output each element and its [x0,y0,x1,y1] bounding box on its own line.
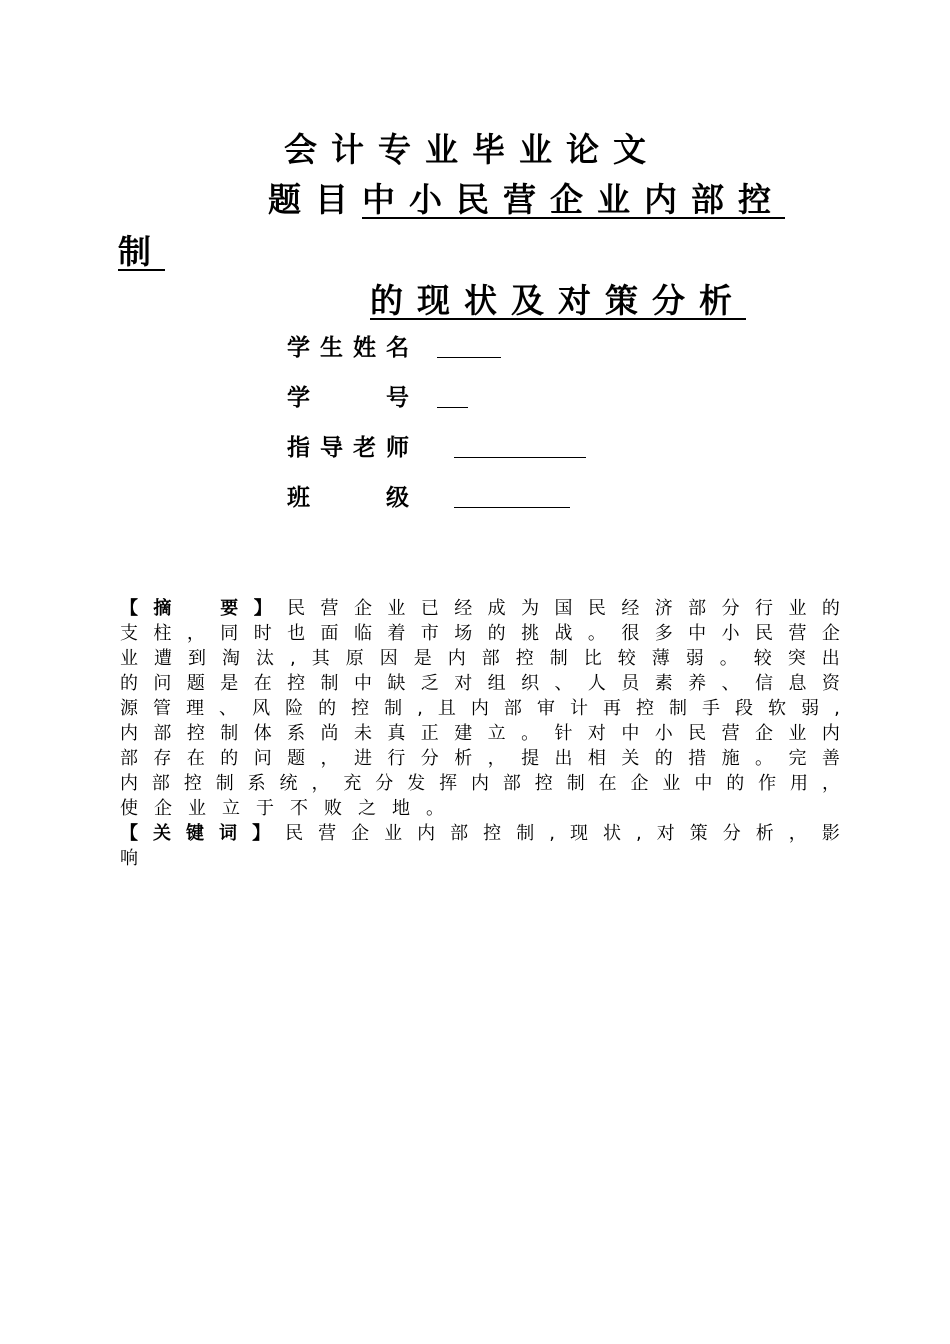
abstract-line [120,796,840,821]
abstract-char: 。 [587,623,606,644]
abstract-char: 资 [821,673,840,694]
abstract-char: 的 [821,598,840,619]
abstract-char: 企 [353,598,372,619]
abstract-line [120,746,840,771]
abstract-char: , [834,698,840,719]
abstract-char: ， [487,748,506,769]
abstract-char: 制 [384,698,403,719]
abstract-line [120,646,840,671]
abstract-char: 部 [151,773,170,794]
abstract-char: 场 [454,623,473,644]
abstract-char: , [290,648,296,669]
abstract-char: 的 [318,698,337,719]
class-field [287,483,607,513]
class-label [287,483,409,513]
abstract-char: 部 [502,773,521,794]
advisor-label [287,433,409,463]
abstract-char: 手 [702,698,721,719]
abstract-char: 险 [285,698,304,719]
abstract-char: ， [311,773,330,794]
abstract-char: 、 [219,698,238,719]
abstract-char: ， [821,773,840,794]
abstract-char: 。 [521,723,540,744]
abstract-char: 施 [721,748,740,769]
abstract-char: 挥 [439,773,458,794]
keywords-line [120,821,840,846]
abstract-char: 立 [487,723,506,744]
abstract-char: 关 [153,823,172,844]
abstract-char: 时 [253,623,272,644]
abstract-char: 在 [186,748,205,769]
abstract-char: 着 [387,623,406,644]
abstract-char: 内 [120,773,138,794]
abstract-char: 对 [587,723,606,744]
abstract-char: 同 [220,623,239,644]
abstract-char: 管 [153,698,172,719]
abstract-char: 企 [154,798,172,819]
abstract-char: 济 [654,598,673,619]
abstract-char: 中 [688,623,707,644]
advisor-blank [454,457,586,458]
field-label-char: 指 [287,435,310,461]
abstract-char: 部 [450,823,469,844]
abstract-char: 针 [554,723,573,744]
field-label-char: 级 [386,485,409,511]
abstract-char: 人 [587,673,606,694]
abstract-char: 源 [120,698,138,719]
abstract-char: 是 [220,673,239,694]
abstract-char: 未 [353,723,372,744]
abstract-char: 部 [120,748,138,769]
abstract-char: 理 [186,698,205,719]
abstract-char: 进 [353,748,372,769]
abstract-char: 原 [345,648,364,669]
abstract-char: 员 [621,673,640,694]
abstract-char: 【 [120,598,138,619]
abstract-char: 尚 [320,723,339,744]
abstract-char: 淘 [222,648,240,669]
field-label-char: 学 [287,385,310,411]
abstract-char: 分 [721,598,740,619]
abstract-char: 相 [587,748,606,769]
abstract-char: 内 [470,698,489,719]
topic-text-3: 的现状及对策分析 [370,281,746,320]
abstract-line [120,771,840,796]
abstract-char: 的 [487,623,506,644]
abstract-char: 败 [324,798,342,819]
topic-line-3 [370,281,746,321]
abstract-char: 中 [694,773,713,794]
field-label-char: 姓 [353,335,376,361]
abstract-char: 软 [768,698,787,719]
abstract-char: 策 [689,823,708,844]
abstract-char: 制 [215,773,234,794]
abstract-char: 键 [186,823,205,844]
abstract-char: 控 [635,698,654,719]
abstract-char: 】 [253,598,272,619]
abstract-char: 用 [790,773,809,794]
abstract-char: 摘 [153,598,172,619]
abstract-char: 正 [420,723,439,744]
abstract-char: 控 [287,673,306,694]
abstract-char: ， [320,748,339,769]
abstract-char: , [635,823,642,844]
advisor-field [287,433,607,463]
abstract-char: 业 [384,823,403,844]
abstract-char: 控 [186,723,205,744]
abstract-char: 对 [656,823,675,844]
abstract-char: 在 [253,673,272,694]
abstract-char: 息 [788,673,807,694]
abstract-char: ， [788,823,807,844]
abstract-char: 控 [351,698,370,719]
abstract-line [120,696,840,721]
abstract-char: 不 [290,798,308,819]
abstract-char: 国 [554,598,573,619]
keywords-line [120,846,840,871]
abstract-char: 分 [420,748,439,769]
abstract-char: 营 [320,598,339,619]
abstract-char: 乏 [420,673,439,694]
abstract-char: 响 [120,848,138,869]
abstract-char: 经 [454,598,473,619]
abstract-char: 民 [587,598,606,619]
abstract-char: 行 [755,598,774,619]
student-name-blank [437,357,501,358]
abstract-char: 行 [387,748,406,769]
abstract-char: 民 [688,723,707,744]
abstract-char: 系 [247,773,266,794]
abstract-char: 且 [437,698,456,719]
abstract-char: 制 [220,723,239,744]
abstract-char: 面 [320,623,339,644]
abstract-char: 制 [516,823,535,844]
abstract-char: 中 [353,673,372,694]
abstract-char: 提 [521,748,540,769]
abstract-char: 已 [420,598,439,619]
abstract-char: 。 [755,748,774,769]
abstract-char: 】 [252,823,271,844]
abstract-char: 内 [120,723,138,744]
abstract-char: 信 [755,673,774,694]
abstract-char: 经 [621,598,640,619]
abstract-char: 控 [515,648,534,669]
abstract-char: 的 [726,773,745,794]
abstract-char: 企 [821,623,840,644]
abstract-char: , [417,698,423,719]
abstract-char: 要 [220,598,239,619]
topic-prefix: 题目 [268,180,362,219]
abstract-char: 织 [521,673,540,694]
student-name-label [287,333,409,363]
abstract-char: 之 [358,798,376,819]
abstract-char: 到 [188,648,206,669]
abstract-char: 业 [662,773,681,794]
abstract-char: 业 [387,598,406,619]
abstract-char: 统 [279,773,298,794]
abstract-char: 影 [821,823,840,844]
abstract-char: 支 [120,623,138,644]
abstract-char: 企 [351,823,370,844]
abstract-char: 制 [549,648,568,669]
abstract-char: 体 [253,723,272,744]
abstract-char: 多 [654,623,673,644]
abstract-char: 系 [287,723,306,744]
abstract-char: 因 [379,648,398,669]
topic-text-2: 制 [118,232,165,271]
field-label-char: 生 [320,335,343,361]
field-label-char: 班 [287,485,310,511]
abstract-char: 、 [721,673,740,694]
abstract-char: 控 [483,823,502,844]
abstract-char: , [549,823,555,844]
abstract-char: 小 [721,623,740,644]
abstract-char: 部 [481,648,500,669]
abstract-char: 其 [311,648,330,669]
field-label-char: 老 [353,435,376,461]
abstract-char: 市 [420,623,439,644]
abstract-char: 比 [583,648,602,669]
abstract-char: 地 [392,798,410,819]
abstract-char: 业 [188,798,206,819]
abstract-char: 状 [602,823,621,844]
topic-line-2 [118,232,165,272]
abstract-char: 出 [821,648,840,669]
abstract-char: 较 [617,648,636,669]
abstract-char: 析 [454,748,473,769]
abstract-char: 民 [285,823,304,844]
abstract-char: 弱 [801,698,820,719]
abstract-char: 营 [721,723,740,744]
abstract-char: 战 [554,623,573,644]
abstract-char: 的 [120,673,138,694]
abstract-char: 内 [417,823,436,844]
abstract-char: 部 [688,598,707,619]
student-id-field [287,383,517,413]
abstract-char: 业 [120,648,138,669]
abstract-char: 遭 [154,648,172,669]
abstract-char: 、 [554,673,573,694]
abstract-char: 营 [788,623,807,644]
abstract-char: 出 [554,748,573,769]
abstract-char: 组 [487,673,506,694]
class-blank [454,507,570,508]
abstract-char: 成 [487,598,506,619]
student-id-label [287,383,409,413]
abstract-char: 词 [219,823,238,844]
abstract-char: 制 [320,673,339,694]
abstract-char: 民 [755,623,774,644]
abstract-char: 弱 [685,648,704,669]
abstract-char: 民 [287,598,306,619]
abstract-char: 立 [222,798,240,819]
abstract-char: 建 [454,723,473,744]
abstract-char: 较 [753,648,772,669]
abstract-char: 突 [787,648,806,669]
abstract-char: 措 [688,748,707,769]
abstract-char: 风 [252,698,271,719]
abstract-char: 。 [426,798,444,819]
abstract-char: 。 [719,648,738,669]
abstract-char: 小 [654,723,673,744]
abstract-char: 汰 [256,648,274,669]
abstract-block [120,596,840,871]
abstract-char: 关 [621,748,640,769]
topic-line-1 [268,180,785,220]
abstract-line [120,671,840,696]
abstract-char: 是 [413,648,432,669]
abstract-char: 完 [788,748,807,769]
abstract-char: 也 [287,623,306,644]
abstract-char: 在 [598,773,617,794]
topic-text-1: 中小民营企业内部控 [362,180,785,219]
abstract-char: 的 [220,748,239,769]
abstract-char: 分 [722,823,741,844]
abstract-char: 善 [821,748,840,769]
student-id-blank [437,407,468,408]
abstract-char: 临 [353,623,372,644]
abstract-char: 充 [343,773,362,794]
abstract-char: 真 [387,723,406,744]
abstract-line [120,621,840,646]
abstract-char: 企 [755,723,774,744]
abstract-char: 对 [454,673,473,694]
abstract-char: 使 [120,798,138,819]
abstract-char: 审 [536,698,555,719]
abstract-char: 发 [407,773,426,794]
field-label-char: 师 [386,435,409,461]
abstract-char: 问 [253,748,272,769]
abstract-char: 业 [788,723,807,744]
abstract-char: 业 [788,598,807,619]
field-label-char: 号 [386,385,409,411]
abstract-char: 挑 [521,623,540,644]
abstract-char: 企 [630,773,649,794]
abstract-char: 析 [755,823,774,844]
abstract-line [120,721,840,746]
abstract-char: 现 [569,823,588,844]
field-label-char: 名 [386,335,409,361]
abstract-char: 内 [447,648,466,669]
abstract-char: ， [186,623,205,644]
abstract-char: 制 [669,698,687,719]
abstract-char: 内 [821,723,840,744]
abstract-char: 柱 [153,623,172,644]
abstract-char: 内 [470,773,489,794]
abstract-char [187,596,205,621]
abstract-char: 题 [186,673,205,694]
abstract-char: 【 [120,823,138,844]
abstract-char: 存 [153,748,172,769]
abstract-char: 中 [621,723,640,744]
field-label-char: 导 [320,435,343,461]
abstract-char: 部 [503,698,522,719]
abstract-char: 制 [566,773,585,794]
abstract-char: 段 [735,698,754,719]
abstract-char: 养 [688,673,707,694]
abstract-char: 计 [569,698,588,719]
abstract-char: 控 [183,773,202,794]
thesis-title: 会计专业毕业论文 [284,130,660,169]
abstract-char: 再 [602,698,621,719]
abstract-char: 为 [521,598,540,619]
abstract-char: 缺 [387,673,406,694]
abstract-char: 部 [153,723,172,744]
field-label-char: 学 [287,335,310,361]
abstract-char: 题 [287,748,306,769]
abstract-line [120,596,840,621]
abstract-char: 控 [534,773,553,794]
abstract-char: 很 [621,623,640,644]
abstract-char: 素 [654,673,673,694]
student-name-field [287,333,517,363]
abstract-char: 分 [375,773,394,794]
abstract-char: 问 [153,673,172,694]
abstract-char: 薄 [651,648,670,669]
abstract-char: 的 [654,748,673,769]
abstract-char: 作 [758,773,777,794]
abstract-char: 于 [256,798,274,819]
abstract-char: 营 [318,823,337,844]
